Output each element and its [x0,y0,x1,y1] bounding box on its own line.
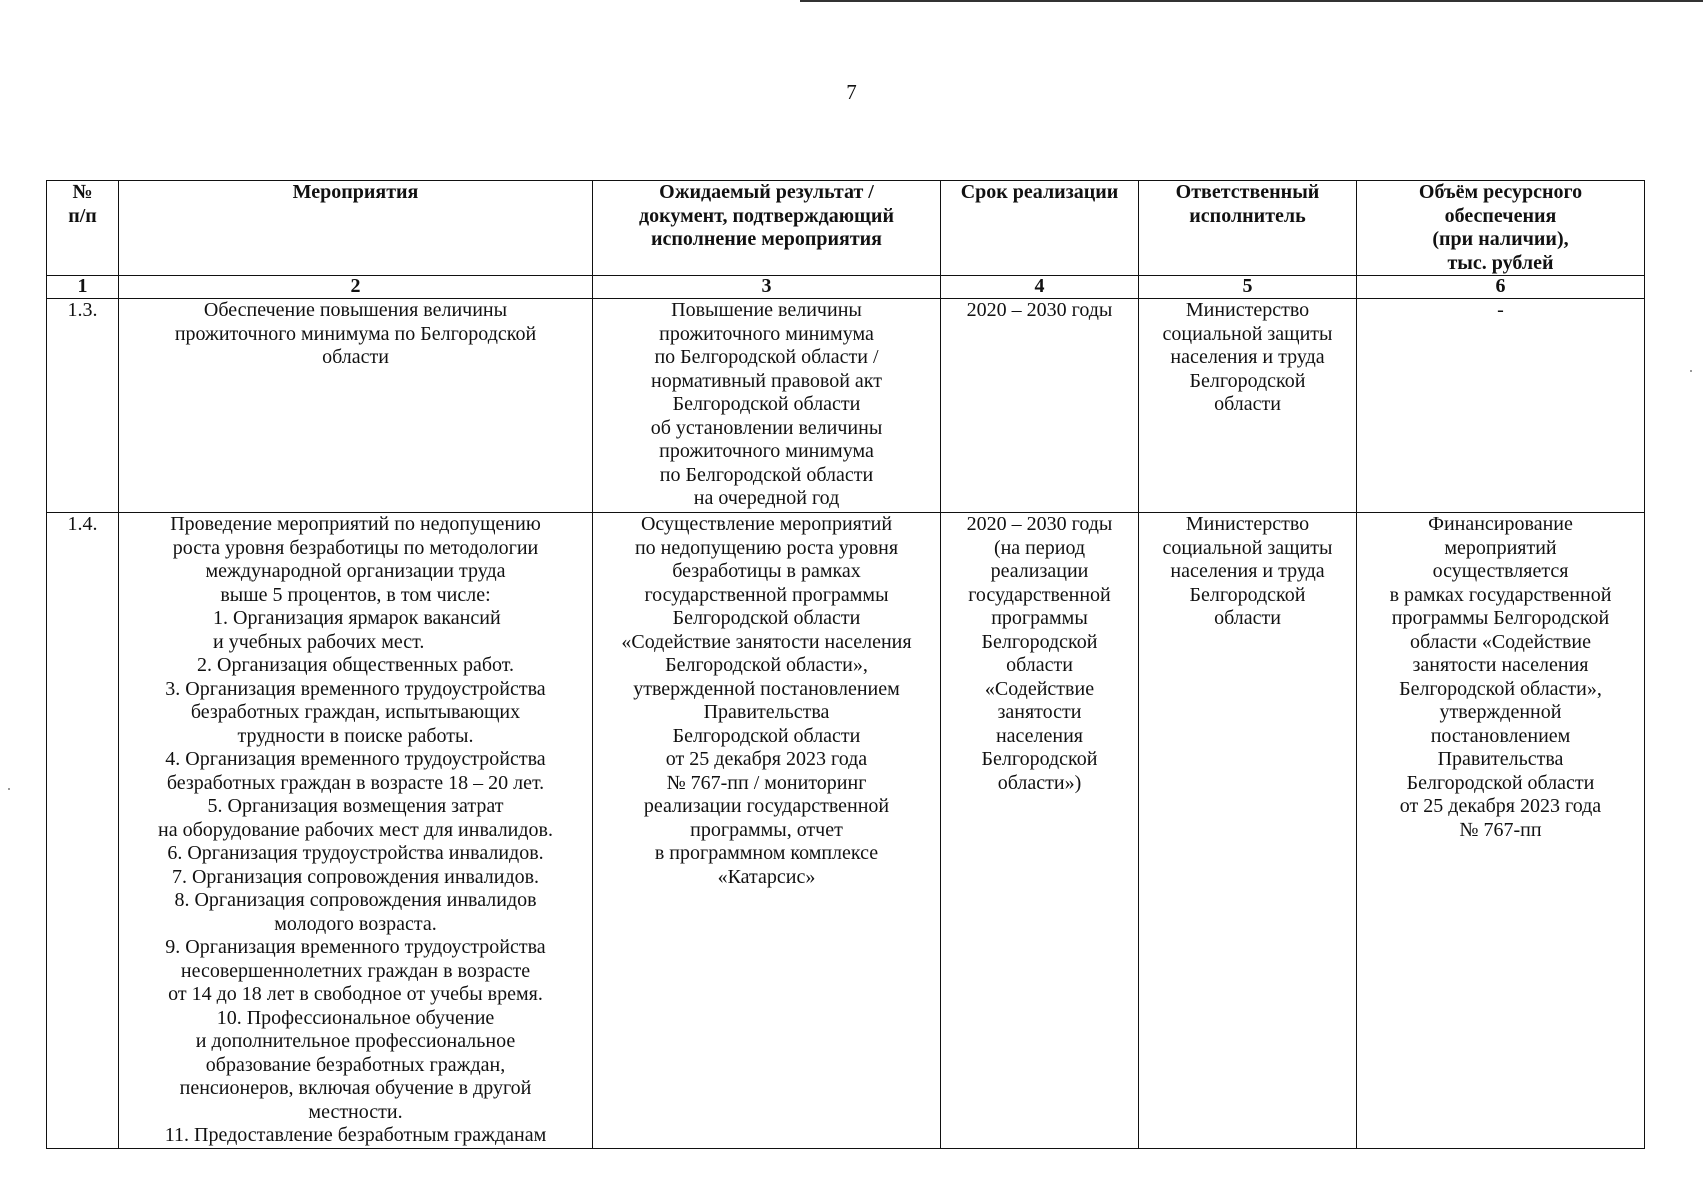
column-number-row [47,276,1645,299]
table-row [47,299,1645,513]
column-number: 2 [119,276,593,299]
text-line: реализации [990,560,1089,582]
text-line: области [1006,654,1073,676]
term-cell [941,299,1139,513]
text-line: занятости [997,701,1082,723]
text-line: области [1214,607,1281,629]
text-line: (при наличии), [1432,228,1569,250]
result-cell [593,513,941,1149]
executor-cell [1139,513,1357,1149]
resources-cell [1357,513,1645,1149]
text-line: занятости населения [1412,654,1589,676]
column-number: 4 [941,276,1139,299]
text-line: 2. Организация общественных работ. [197,654,514,676]
header-cell [941,181,1139,276]
text-line: документ, подтверждающий [639,204,894,227]
column-number: 1 [47,276,119,299]
text-line: молодого возраста. [274,912,437,935]
text-line: на оборудование рабочих мест для инвалидов. [158,818,553,841]
text-line: реализации государственной [643,795,890,817]
text-line: Белгородской [1189,369,1306,392]
text-line: в программном комплексе [654,842,879,864]
scan-speck [8,788,10,790]
table-row [47,513,1645,1149]
activities-table [46,180,1645,1149]
text-line: Белгородской области», [665,654,868,676]
text-line: населения и труда [1170,560,1325,582]
text-line: Министерство [1185,513,1310,535]
row-number: 1.3. [47,299,119,513]
text-line: Белгородской [981,630,1098,653]
activity-item-1 [123,607,588,654]
text-line: программы [991,607,1088,629]
text-line: об установлении величины [650,416,883,439]
header-cell [593,181,941,276]
text-line: области [1214,393,1281,415]
text-line: 2020 – 2030 годы [966,513,1113,535]
text-line: 4. Организация временного трудоустройства [165,748,546,770]
text-line: по недопущению роста уровня [634,536,899,559]
text-line: безработицы в рамках [672,560,861,582]
column-number: 3 [593,276,941,299]
text-line: 3. Организация временного трудоустройства [165,677,546,700]
text-line: Правительства [703,701,830,723]
text-line: Ожидаемый результат / [659,181,874,203]
text-line: Белгородской области [1406,771,1595,794]
text-line: социальной защиты [1162,322,1333,345]
activity-cell [119,513,593,1149]
text-line: 10. Профессиональное обучение [216,1006,495,1029]
text-line: исполнитель [1189,204,1306,227]
text-line: № 767-пп / мониторинг [666,771,867,794]
column-number: 6 [1357,276,1645,299]
text-line: прожиточного минимума [659,322,874,345]
text-line: 2020 – 2030 годы [966,299,1113,321]
header-cell [1139,181,1357,276]
text-line: осуществляется [1432,560,1569,582]
text-line: Белгородской [1189,583,1306,606]
text-line: № [72,181,93,203]
text-line: тыс. рублей [1447,251,1554,274]
text-line: Белгородской области [672,393,861,415]
text-line: выше 5 процентов, в том числе: [220,583,491,606]
text-line: Белгородской [981,748,1098,770]
text-line: программы, отчет [690,818,843,841]
resources-cell [1357,299,1645,513]
text-line: международной организации труда [205,560,506,582]
text-line: Белгородской области», [1399,677,1602,700]
text-line: исполнение мероприятия [651,228,882,250]
text-line: (на период [993,536,1086,559]
text-line: безработных граждан, испытывающих [190,701,521,723]
text-line: от 25 декабря 2023 года [1399,795,1602,817]
text-line: утвержденной постановлением [633,677,900,700]
text-line: государственной [968,583,1111,606]
text-line: государственной программы [644,583,889,606]
text-line: 9. Организация временного трудоустройства [165,936,546,958]
text-line: несовершеннолетних граждан в возрасте [180,959,531,982]
text-line: местности. [308,1100,403,1123]
text-line: Осуществление мероприятий [640,513,893,535]
result-cell [593,299,941,513]
text-line: обеспечения [1444,204,1557,227]
activity-intro [123,513,588,607]
text-line: образование безработных граждан, [205,1053,506,1076]
text-line: по Белгородской области [659,463,874,486]
text-line: Срок реализации [960,181,1119,203]
text-line: нормативный правовой акт [651,369,882,392]
table-header-row [47,181,1645,276]
text-line: Правительства [1437,748,1564,770]
text-line: п/п [68,204,97,227]
header-cell [119,181,593,276]
text-line: населения и труда [1170,346,1325,368]
text-line: пенсионеров, включая обучение в другой [179,1077,532,1099]
text-line: социальной защиты [1162,536,1333,559]
text-line: и дополнительное профессиональное [195,1030,516,1052]
text-line: 1. Организация ярмарок вакансий [213,607,501,629]
text-line: Белгородской области [672,607,861,629]
text-line: № 767-пп [1459,818,1542,841]
text-line: мероприятий [1444,536,1557,559]
text-line: утвержденной [1439,701,1562,723]
text-line: 8. Организация сопровождения инвалидов [174,889,537,911]
scan-edge-line [800,0,1703,2]
text-line: роста уровня безработицы по методологии [172,536,539,559]
text-line: на очередной год [693,487,840,509]
text-line: 7. Организация сопровождения инвалидов. [171,865,540,888]
text-line: программы Белгородской [1391,607,1610,629]
text-line: - [1497,299,1504,321]
text-line: прожиточного минимума [659,440,874,462]
text-line: 5. Организация возмещения затрат [207,795,504,817]
text-line: и учебных рабочих мест. [213,630,425,653]
text-line: «Катарсис» [717,865,816,888]
executor-cell [1139,299,1357,513]
text-line: от 14 до 18 лет в свободное от учебы время. [168,983,543,1005]
text-line: 6. Организация трудоустройства инвалидов. [167,842,544,864]
text-line: трудности в поиске работы. [237,724,474,747]
text-line: Финансирование [1428,513,1573,535]
page-number: 7 [846,80,857,104]
text-line: «Содействие занятости населения [621,630,912,653]
text-line: Объём ресурсного [1418,181,1583,203]
text-line: по Белгородской области / [654,346,879,368]
text-line: Обеспечение повышения величины [203,299,508,321]
text-line: Ответственный [1175,181,1320,203]
text-line: Белгородской области [672,724,861,747]
header-cell [47,181,119,276]
text-line: в рамках государственной [1389,583,1612,606]
text-line: от 25 декабря 2023 года [665,748,868,770]
text-line: области «Содействие [1409,630,1591,653]
text-line: прожиточного минимума по Белгородской [174,322,537,345]
activity-cell [119,299,593,513]
text-line: Проведение мероприятий по недопущению [170,513,541,535]
text-line: Министерство [1185,299,1310,321]
text-line: постановлением [1430,724,1571,747]
text-line: «Содействие [984,677,1095,700]
text-line: безработных граждан в возрасте 18 – 20 лет. [166,771,545,794]
text-line: области [322,346,389,368]
header-cell [1357,181,1645,276]
text-line: области») [997,771,1082,794]
text-line: Повышение величины [671,299,862,321]
column-number: 5 [1139,276,1357,299]
activity-list [123,654,588,1148]
text-line: 11. Предоставление безработным гражданам [164,1124,547,1146]
term-cell [941,513,1139,1149]
row-number: 1.4. [47,513,119,1149]
text-line: Мероприятия [292,181,419,203]
scan-speck [1690,370,1692,372]
text-line: населения [995,724,1084,747]
